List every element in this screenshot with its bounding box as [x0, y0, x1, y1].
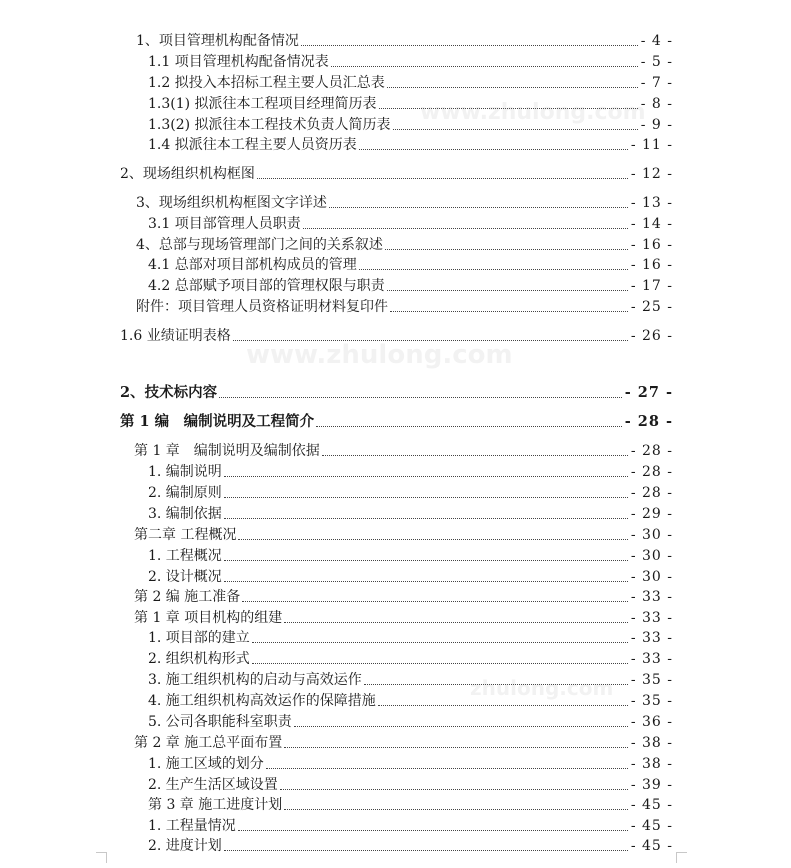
- toc-entry-title: 1.2 拟投入本招标工程主要人员汇总表: [148, 75, 385, 91]
- toc-entry-title: 2、技术标内容: [120, 384, 218, 401]
- toc-entry-title: 第 2 章 施工总平面布置: [134, 735, 283, 751]
- toc-entry-title: 第二章 工程概况: [134, 527, 237, 543]
- toc-dot-leader: [284, 747, 628, 748]
- toc-entry-page: - 38 -: [630, 756, 673, 772]
- toc-entry-page: - 30 -: [630, 548, 673, 564]
- toc-entry[interactable]: [134, 524, 673, 544]
- toc-dot-leader: [390, 311, 628, 312]
- toc-entry[interactable]: [148, 51, 673, 71]
- toc-entry-title: 2. 设计概况: [148, 569, 222, 585]
- toc-entry-title: 4.1 总部对项目部机构成员的管理: [148, 257, 357, 273]
- toc-entry[interactable]: [134, 732, 673, 752]
- toc-entry-title: 1.3(1) 拟派往本工程项目经理简历表: [148, 96, 377, 112]
- toc-dot-leader: [329, 207, 628, 208]
- toc-entry[interactable]: [148, 566, 673, 586]
- toc-entry-title: 4.2 总部赋予项目部的管理权限与职责: [148, 278, 385, 294]
- toc-entry-page: - 16 -: [630, 257, 673, 273]
- toc-entry[interactable]: [148, 134, 673, 154]
- toc-dot-leader: [233, 340, 628, 341]
- toc-dot-leader: [385, 249, 628, 250]
- toc-entry-page: - 30 -: [630, 569, 673, 585]
- toc-entry[interactable]: [148, 711, 673, 731]
- toc-entry[interactable]: [120, 382, 673, 402]
- toc-dot-leader: [257, 178, 628, 179]
- toc-entry[interactable]: [148, 461, 673, 481]
- toc-dot-leader: [301, 45, 638, 46]
- toc-entry-page: - 45 -: [630, 818, 673, 834]
- toc-dot-leader: [331, 66, 638, 67]
- toc-entry[interactable]: [136, 192, 673, 212]
- toc-entry-page: - 8 -: [640, 96, 673, 112]
- toc-entry-page: - 38 -: [630, 735, 673, 751]
- toc-entry-title: 1. 施工区域的划分: [148, 756, 264, 772]
- toc-entry-page: - 28 -: [624, 413, 673, 430]
- toc-entry-title: 第 2 编 施工准备: [134, 589, 241, 605]
- toc-entry-title: 2. 编制原则: [148, 485, 222, 501]
- toc-entry[interactable]: [148, 648, 673, 668]
- toc-entry[interactable]: [148, 503, 673, 523]
- toc-dot-leader: [387, 290, 628, 291]
- toc-entry-page: - 33 -: [630, 651, 673, 667]
- toc-entry-page: - 30 -: [630, 527, 673, 543]
- toc-entry[interactable]: [148, 254, 673, 274]
- toc-entry-title: 1. 编制说明: [148, 464, 222, 480]
- toc-entry-title: 2、现场组织机构框图: [120, 166, 255, 182]
- toc-dot-leader: [224, 518, 628, 519]
- toc-dot-leader: [224, 497, 628, 498]
- watermark: zhulong.com: [470, 676, 614, 700]
- page-corner-mark: [676, 852, 687, 863]
- toc-entry[interactable]: [148, 93, 673, 113]
- toc-dot-leader: [378, 705, 628, 706]
- page-corner-mark: [96, 852, 107, 863]
- toc-entry[interactable]: [148, 72, 673, 92]
- toc-entry-title: 2. 进度计划: [148, 838, 222, 854]
- toc-dot-leader: [393, 129, 638, 130]
- toc-dot-leader: [242, 601, 628, 602]
- toc-entry[interactable]: [120, 163, 673, 183]
- toc-entry[interactable]: [148, 669, 673, 689]
- toc-entry-title: 2. 生产生活区域设置: [148, 777, 278, 793]
- toc-dot-leader: [224, 581, 628, 582]
- toc-entry-page: - 13 -: [630, 195, 673, 211]
- toc-dot-leader: [280, 789, 628, 790]
- toc-entry-title: 1.1 项目管理机构配备情况表: [148, 54, 329, 70]
- toc-entry-title: 5. 公司各职能科室职责: [148, 714, 292, 730]
- toc-entry-page: - 45 -: [630, 797, 673, 813]
- toc-entry-page: - 36 -: [630, 714, 673, 730]
- toc-entry-title: 3. 施工组织机构的启动与高效运作: [148, 672, 362, 688]
- toc-entry[interactable]: [148, 213, 673, 233]
- toc-dot-leader: [252, 642, 628, 643]
- toc-entry-page: - 28 -: [630, 464, 673, 480]
- toc-entry-title: 第 1 章 项目机构的组建: [134, 610, 283, 626]
- toc-dot-leader: [252, 663, 628, 664]
- toc-entry-title: 4. 施工组织机构高效运作的保障措施: [148, 693, 376, 709]
- toc-entry-title: 第 1 编 编制说明及工程简介: [120, 413, 315, 430]
- toc-entry-page: - 16 -: [630, 237, 673, 253]
- toc-dot-leader: [238, 539, 627, 540]
- toc-entry-page: - 14 -: [630, 216, 673, 232]
- toc-entry-page: - 17 -: [630, 278, 673, 294]
- toc-entry-page: - 45 -: [630, 838, 673, 854]
- toc-entry[interactable]: [134, 607, 673, 627]
- toc-entry[interactable]: [148, 690, 673, 710]
- toc-entry[interactable]: [148, 774, 673, 794]
- toc-dot-leader: [224, 560, 628, 561]
- toc-entry[interactable]: [134, 586, 673, 606]
- toc-entry-title: 2. 组织机构形式: [148, 651, 250, 667]
- watermark: www.zhulong.com: [246, 340, 513, 370]
- toc-entry-title: 第 1 章 编制说明及编制依据: [134, 443, 320, 459]
- toc-entry-page: - 29 -: [630, 506, 673, 522]
- toc-entry-page: - 33 -: [630, 610, 673, 626]
- toc-dot-leader: [266, 768, 628, 769]
- toc-entry-page: - 9 -: [640, 117, 673, 133]
- toc-dot-leader: [294, 726, 628, 727]
- toc-entry-page: - 33 -: [630, 630, 673, 646]
- toc-entry-page: - 25 -: [630, 299, 673, 315]
- toc-entry[interactable]: [136, 234, 673, 254]
- toc-entry-title: 1. 工程概况: [148, 548, 222, 564]
- toc-dot-leader: [224, 476, 628, 477]
- toc-entry-page: - 5 -: [640, 54, 673, 70]
- toc-entry-title: 1. 项目部的建立: [148, 630, 250, 646]
- toc-dot-leader: [379, 108, 638, 109]
- toc-dot-leader: [322, 455, 628, 456]
- toc-entry-page: - 26 -: [630, 328, 673, 344]
- toc-entry[interactable]: [148, 275, 673, 295]
- toc-dot-leader: [316, 426, 622, 427]
- toc-entry-title: 1. 工程量情况: [148, 818, 236, 834]
- toc-entry[interactable]: [136, 296, 673, 316]
- toc-entry[interactable]: [148, 835, 673, 855]
- toc-entry-page: - 27 -: [624, 384, 673, 401]
- toc-dot-leader: [303, 228, 628, 229]
- toc-dot-leader: [359, 269, 628, 270]
- toc-entry[interactable]: [148, 482, 673, 502]
- toc-entry-title: 1、项目管理机构配备情况: [136, 33, 299, 49]
- toc-entry[interactable]: [148, 627, 673, 647]
- toc-entry-page: - 39 -: [630, 777, 673, 793]
- toc-dot-leader: [284, 809, 628, 810]
- toc-entry[interactable]: [148, 753, 673, 773]
- toc-entry[interactable]: [148, 545, 673, 565]
- toc-entry-page: - 33 -: [630, 589, 673, 605]
- toc-entry-page: - 4 -: [640, 33, 673, 49]
- toc-entry[interactable]: [148, 114, 673, 134]
- toc-entry-title: 1.6 业绩证明表格: [120, 328, 231, 344]
- toc-entry-page: - 12 -: [630, 166, 673, 182]
- toc-entry[interactable]: [148, 815, 673, 835]
- toc-entry-title: 4、总部与现场管理部门之间的关系叙述: [136, 237, 383, 253]
- toc-entry[interactable]: [136, 30, 673, 50]
- toc-entry-page: - 28 -: [630, 443, 673, 459]
- toc-entry[interactable]: [120, 325, 673, 345]
- toc-dot-leader: [387, 87, 638, 88]
- toc-dot-leader: [238, 830, 628, 831]
- toc-entry-title: 第 3 章 施工进度计划: [148, 797, 283, 813]
- toc-entry-title: 1.3(2) 拟派往本工程技术负责人简历表: [148, 117, 391, 133]
- toc-entry-page: - 28 -: [630, 485, 673, 501]
- toc-entry-page: - 35 -: [630, 672, 673, 688]
- toc-entry-page: - 11 -: [630, 137, 673, 153]
- toc-dot-leader: [219, 397, 622, 398]
- toc-entry-page: - 7 -: [640, 75, 673, 91]
- toc-entry-title: 3、现场组织机构框图文字详述: [136, 195, 327, 211]
- toc-entry-title: 3.1 项目部管理人员职责: [148, 216, 301, 232]
- watermark: www.zhulong.com: [420, 100, 646, 125]
- toc-entry-title: 附件：项目管理人员资格证明材料复印件: [136, 299, 388, 315]
- toc-entry-title: 1.4 拟派往本工程主要人员资历表: [148, 137, 357, 153]
- toc-dot-leader: [224, 850, 628, 851]
- toc-entry[interactable]: [134, 440, 673, 460]
- toc-entry-title: 3. 编制依据: [148, 506, 222, 522]
- toc-dot-leader: [359, 149, 628, 150]
- toc-entry[interactable]: [120, 411, 673, 431]
- toc-entry[interactable]: [148, 794, 673, 814]
- toc-dot-leader: [364, 684, 628, 685]
- toc-entry-page: - 35 -: [630, 693, 673, 709]
- toc-dot-leader: [284, 622, 628, 623]
